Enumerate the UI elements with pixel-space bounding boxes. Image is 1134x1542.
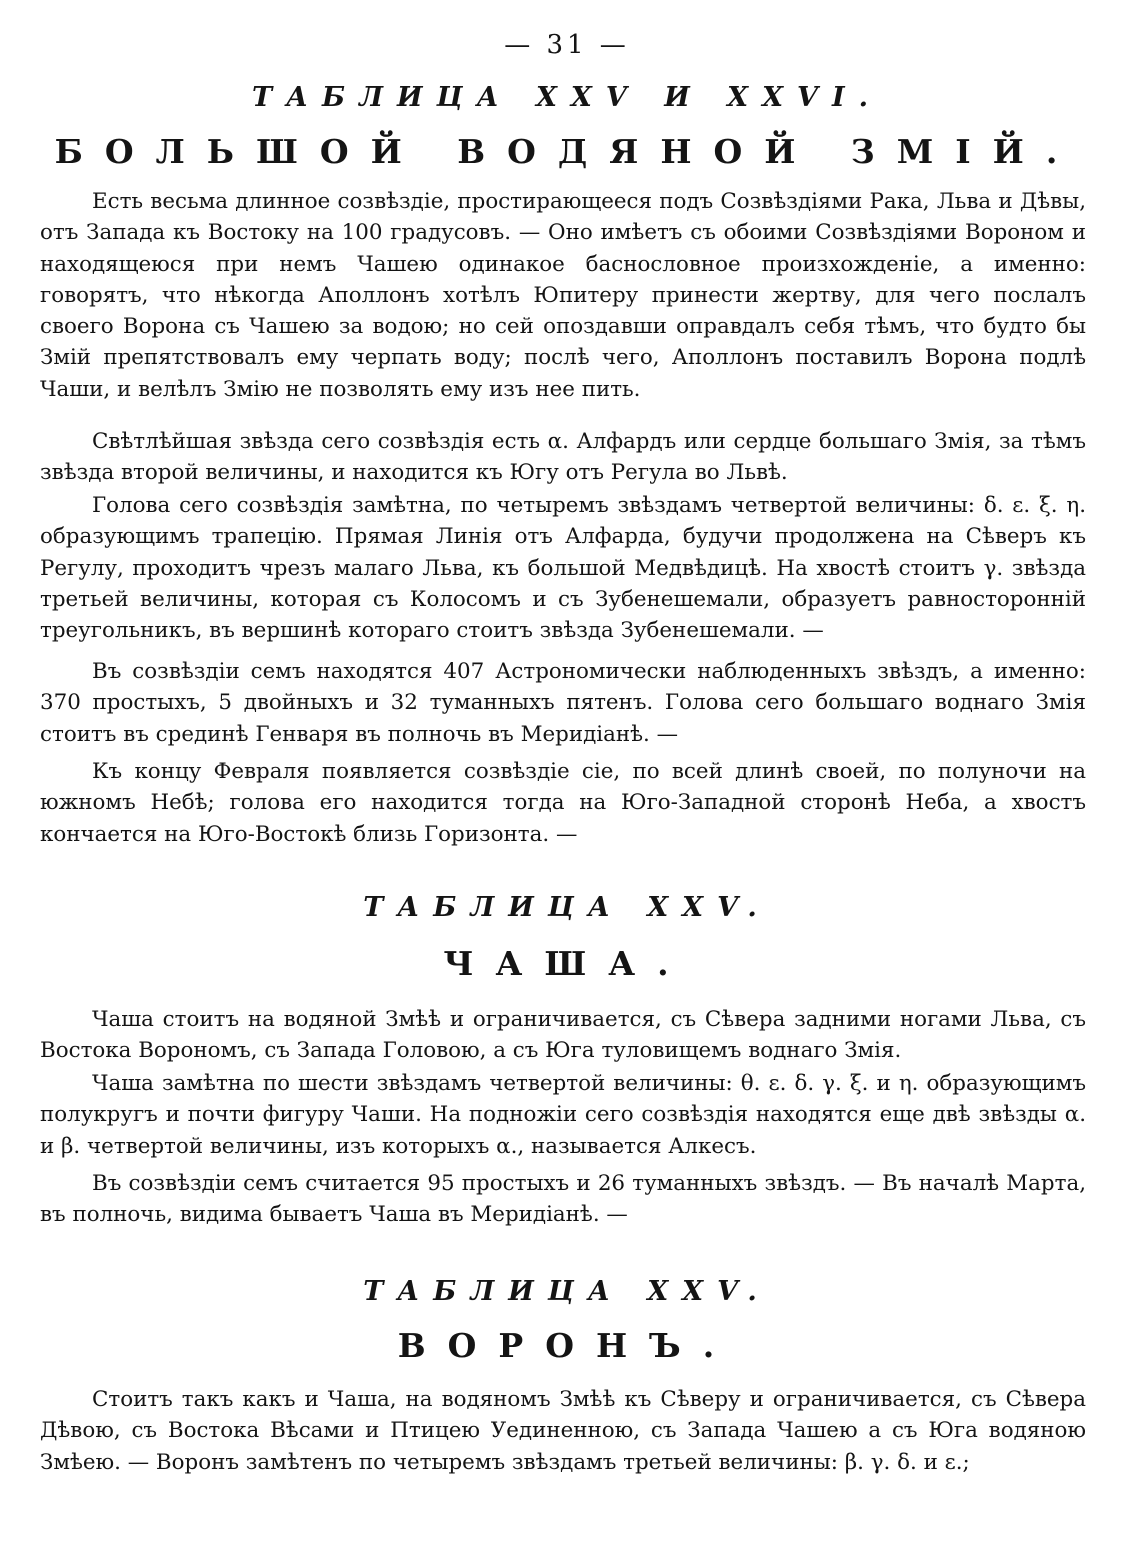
hydra-paragraph-4: Въ созвѣздіи семъ находятся 407 Астрономически наблюденныхъ звѣздъ, а именно: 370 простыхъ, 5 двойныхъ и 32 туманныхъ пятенъ. Голова сего большаго воднаго Змія стоитъ въ срединѣ Генваря въ полночь въ Меридіанѣ. — <box>40 659 1086 747</box>
corvus-paragraph-1: Стоитъ такъ какъ и Чаша, на водяномъ Змѣѣ къ Сѣверу и ограничивается, съ Сѣвера Дѣвою, съ Востока Вѣсами и Птицею Уединенною, съ Запада Чашею а съ Юга водяною Змѣею. — Воронъ замѣтенъ по четыремъ звѣздамъ третьей величины: β. γ. δ. и ε.; <box>40 1387 1086 1475</box>
crater-paragraph-1: Чаша стоитъ на водяной Змѣѣ и ограничивается, съ Сѣвера задними ногами Льва, съ Востока Ворономъ, съ Запада Головою, а съ Юга туловищемъ воднаго Змія. <box>40 1007 1086 1064</box>
crater-title: ЧАША. <box>443 944 691 983</box>
hydra-paragraph-5: Къ концу Февраля появляется созвѣздіе сіе, по всей длинѣ своей, по полуночи на южномъ Небѣ; голова его находится тогда на Юго-Западной сторонѣ Неба, а хвостъ кончается на Юго-Востокѣ близь Горизонта. — <box>40 759 1086 847</box>
hydra-table-heading: ТАБЛИЦА XXV И XXVI. <box>251 82 883 113</box>
crater-paragraph-3: Въ созвѣздіи семъ считается 95 простыхъ и 26 туманныхъ звѣздъ. — Въ началѣ Марта, въ полночь, видима бываетъ Чаша въ Меридіанѣ. — <box>40 1171 1086 1228</box>
hydra-paragraph-3: Голова сего созвѣздія замѣтна, по четыремъ звѣздамъ четвертой величины: δ. ε. ξ. η. образующимъ трапецію. Прямая Линія отъ Алфарда, будучи продолжена на Сѣверъ къ Регулу, проходитъ чрезъ малаго Льва, къ большой Медвѣдицѣ. На хвостѣ стоитъ γ. звѣзда третьей величины, которая съ Колосомъ и съ Зубенешемали, образуетъ равносторонній треугольникъ, въ вершинѣ котораго стоитъ звѣзда Зубенешемали. — <box>40 493 1086 644</box>
hydra-paragraph-2: Свѣтлѣйшая звѣзда сего созвѣздія есть α. Алфардъ или сердце большаго Змія, за тѣмъ звѣзда второй величины, и находится къ Югу отъ Регула во Львѣ. <box>40 429 1086 486</box>
hydra-title: БОЛЬШОЙ ВОДЯНОЙ ЗМІЙ. <box>54 132 1080 171</box>
crater-table-heading: ТАБЛИЦА XXV. <box>363 892 771 923</box>
corvus-table-heading: ТАБЛИЦА XXV. <box>363 1276 771 1307</box>
crater-paragraph-2: Чаша замѣтна по шести звѣздамъ четвертой величины: θ. ε. δ. γ. ξ. и η. образующимъ полукругъ и почти фигуру Чаши. На подножіи сего созвѣздія находятся еще двѣ звѣзды α. и β. четвертой величины, изъ которыхъ α., называется Алкесъ. <box>40 1071 1086 1159</box>
hydra-paragraph-1: Есть весьма длинное созвѣздіе, простирающееся подъ Созвѣздіями Рака, Льва и Дѣвы, отъ Запада къ Востоку на 100 градусовъ. — Оно имѣетъ съ обоими Созвѣздіями Вороном и находящеюся при немъ Чашею одинакое баснословное произхожденіе, а именно: говорятъ, что нѣкогда Аполлонъ хотѣлъ Юпитеру принести жертву, для чего послалъ своего Ворона съ Чашею за водою; но сей опоздавши оправдалъ себя тѣмъ, что будто бы Змій препятствовалъ ему черпать воду; послѣ чего, Аполлонъ поставилъ Ворона подлѣ Чаши, и велѣлъ Змію не позволять ему изъ нее пить. <box>40 189 1086 402</box>
corvus-title: ВОРОНЪ. <box>397 1326 737 1365</box>
page-number: — 31 — <box>504 30 630 60</box>
